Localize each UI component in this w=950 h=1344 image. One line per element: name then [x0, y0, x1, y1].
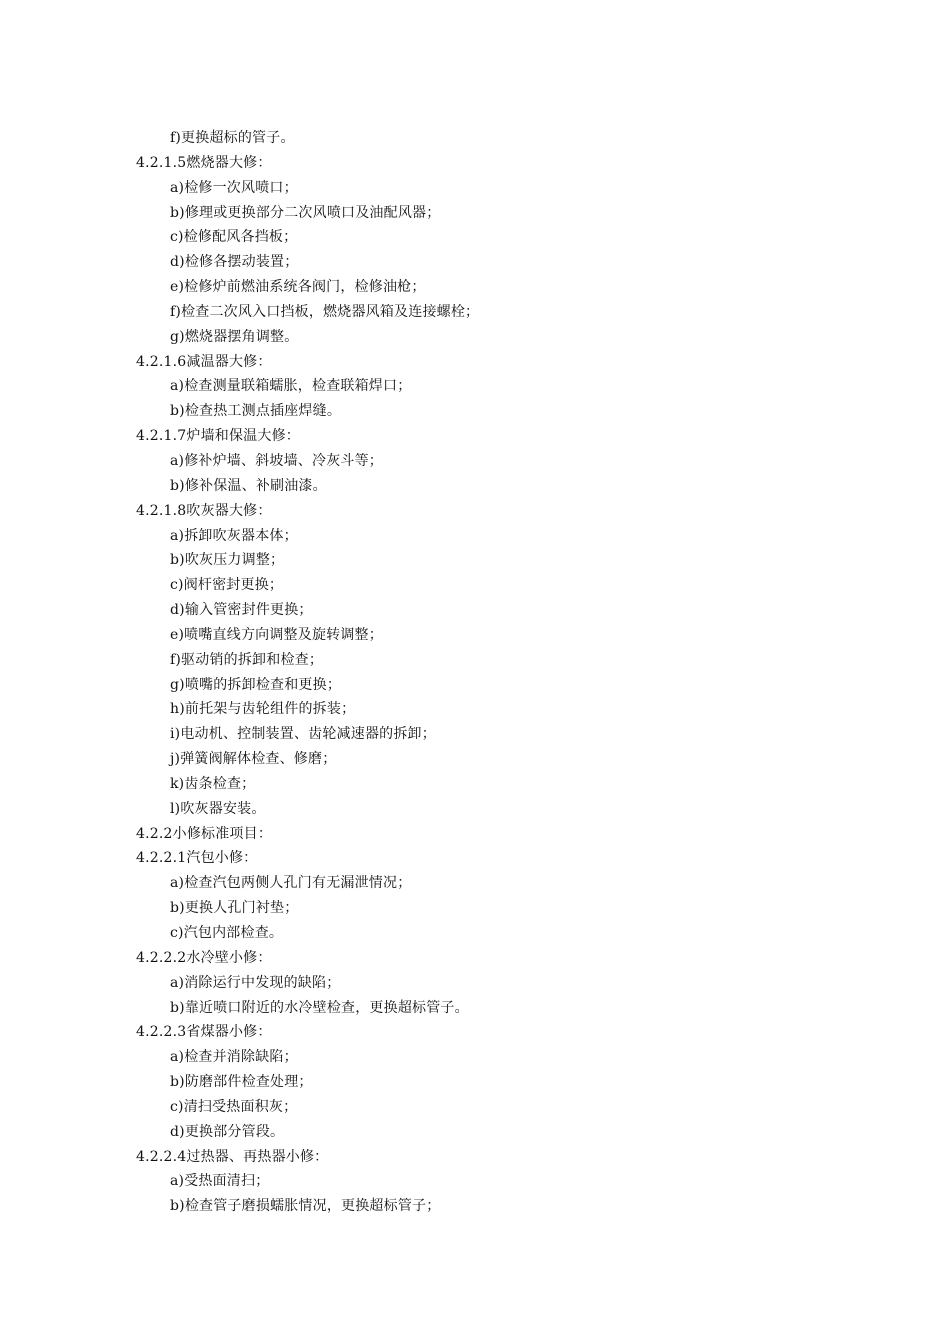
- list-item: j)弹簧阀解体检查、修磨；: [170, 751, 337, 768]
- list-item: b)吹灰压力调整；: [170, 552, 285, 569]
- section-heading: 4.2.2.2水冷壁小修：: [136, 949, 272, 966]
- list-item: c)阀杆密封更换；: [170, 577, 284, 594]
- list-item: g)燃烧器摆角调整。: [170, 328, 299, 345]
- list-item: a)受热面清扫；: [170, 1173, 270, 1190]
- list-item: b)修理或更换部分二次风喷口及油配风器；: [170, 204, 441, 221]
- list-item: f)检查二次风入口挡板，燃烧器风箱及连接螺栓；: [170, 303, 480, 320]
- document-body: [0, 126, 950, 1219]
- list-item: e)喷嘴直线方向调整及旋转调整；: [170, 626, 383, 643]
- list-item: a)修补炉墙、斜坡墙、冷灰斗等；: [170, 452, 384, 469]
- list-item: b)更换人孔门衬垫；: [170, 900, 299, 917]
- list-item: d)更换部分管段。: [170, 1123, 285, 1140]
- list-item: b)检查管子磨损蠕胀情况，更换超标管子；: [170, 1198, 441, 1215]
- list-item: d)检修各摆动装置；: [170, 254, 299, 271]
- section-heading: 4.2.1.8吹灰器大修：: [136, 502, 272, 519]
- section-heading: 4.2.2小修标准项目：: [136, 825, 273, 842]
- list-item: i)电动机、控制装置、齿轮减速器的拆卸；: [170, 726, 436, 743]
- section-heading: 4.2.2.3省煤器小修：: [136, 1024, 272, 1041]
- list-item: c)检修配风各挡板；: [170, 229, 298, 246]
- list-item: a)拆卸吹灰器本体；: [170, 527, 298, 544]
- list-item: e)检修炉前燃油系统各阀门，检修油枪；: [170, 279, 426, 296]
- list-item: a)检查汽包两侧人孔门有无漏泄情况；: [170, 875, 412, 892]
- list-item: a)检修一次风喷口；: [170, 179, 298, 196]
- list-item: b)靠近喷口附近的水冷壁检查，更换超标管子。: [170, 999, 469, 1016]
- section-heading: 4.2.2.4过热器、再热器小修：: [136, 1148, 329, 1165]
- section-heading: 4.2.2.1汽包小修：: [136, 850, 258, 867]
- list-item: h)前托架与齿轮组件的拆装；: [170, 701, 356, 718]
- list-item: b)修补保温、补刷油漆。: [170, 477, 327, 494]
- list-item: a)检查并消除缺陷；: [170, 1049, 298, 1066]
- list-item: d)输入管密封件更换；: [170, 602, 313, 619]
- list-item: g)喷嘴的拆卸检查和更换；: [170, 676, 342, 693]
- section-heading: 4.2.1.5燃烧器大修：: [136, 154, 272, 171]
- list-item: b)防磨部件检查处理；: [170, 1074, 313, 1091]
- section-heading: 4.2.1.7炉墙和保温大修：: [136, 428, 300, 445]
- list-item: f)驱动销的拆卸和检查；: [170, 651, 324, 668]
- list-item: k)齿条检查；: [170, 775, 256, 792]
- list-item: a)消除运行中发现的缺陷；: [170, 974, 341, 991]
- list-item: c)汽包内部检查。: [170, 925, 284, 941]
- list-item: l)吹灰器安装。: [170, 800, 266, 817]
- list-item: f)更换超标的管子。: [170, 130, 295, 146]
- list-item: b)检查热工测点插座焊缝。: [170, 403, 342, 420]
- list-item: c)清扫受热面积灰；: [170, 1098, 298, 1115]
- section-heading: 4.2.1.6减温器大修：: [136, 353, 272, 370]
- list-item: a)检查测量联箱蠕胀，检查联箱焊口；: [170, 378, 412, 395]
